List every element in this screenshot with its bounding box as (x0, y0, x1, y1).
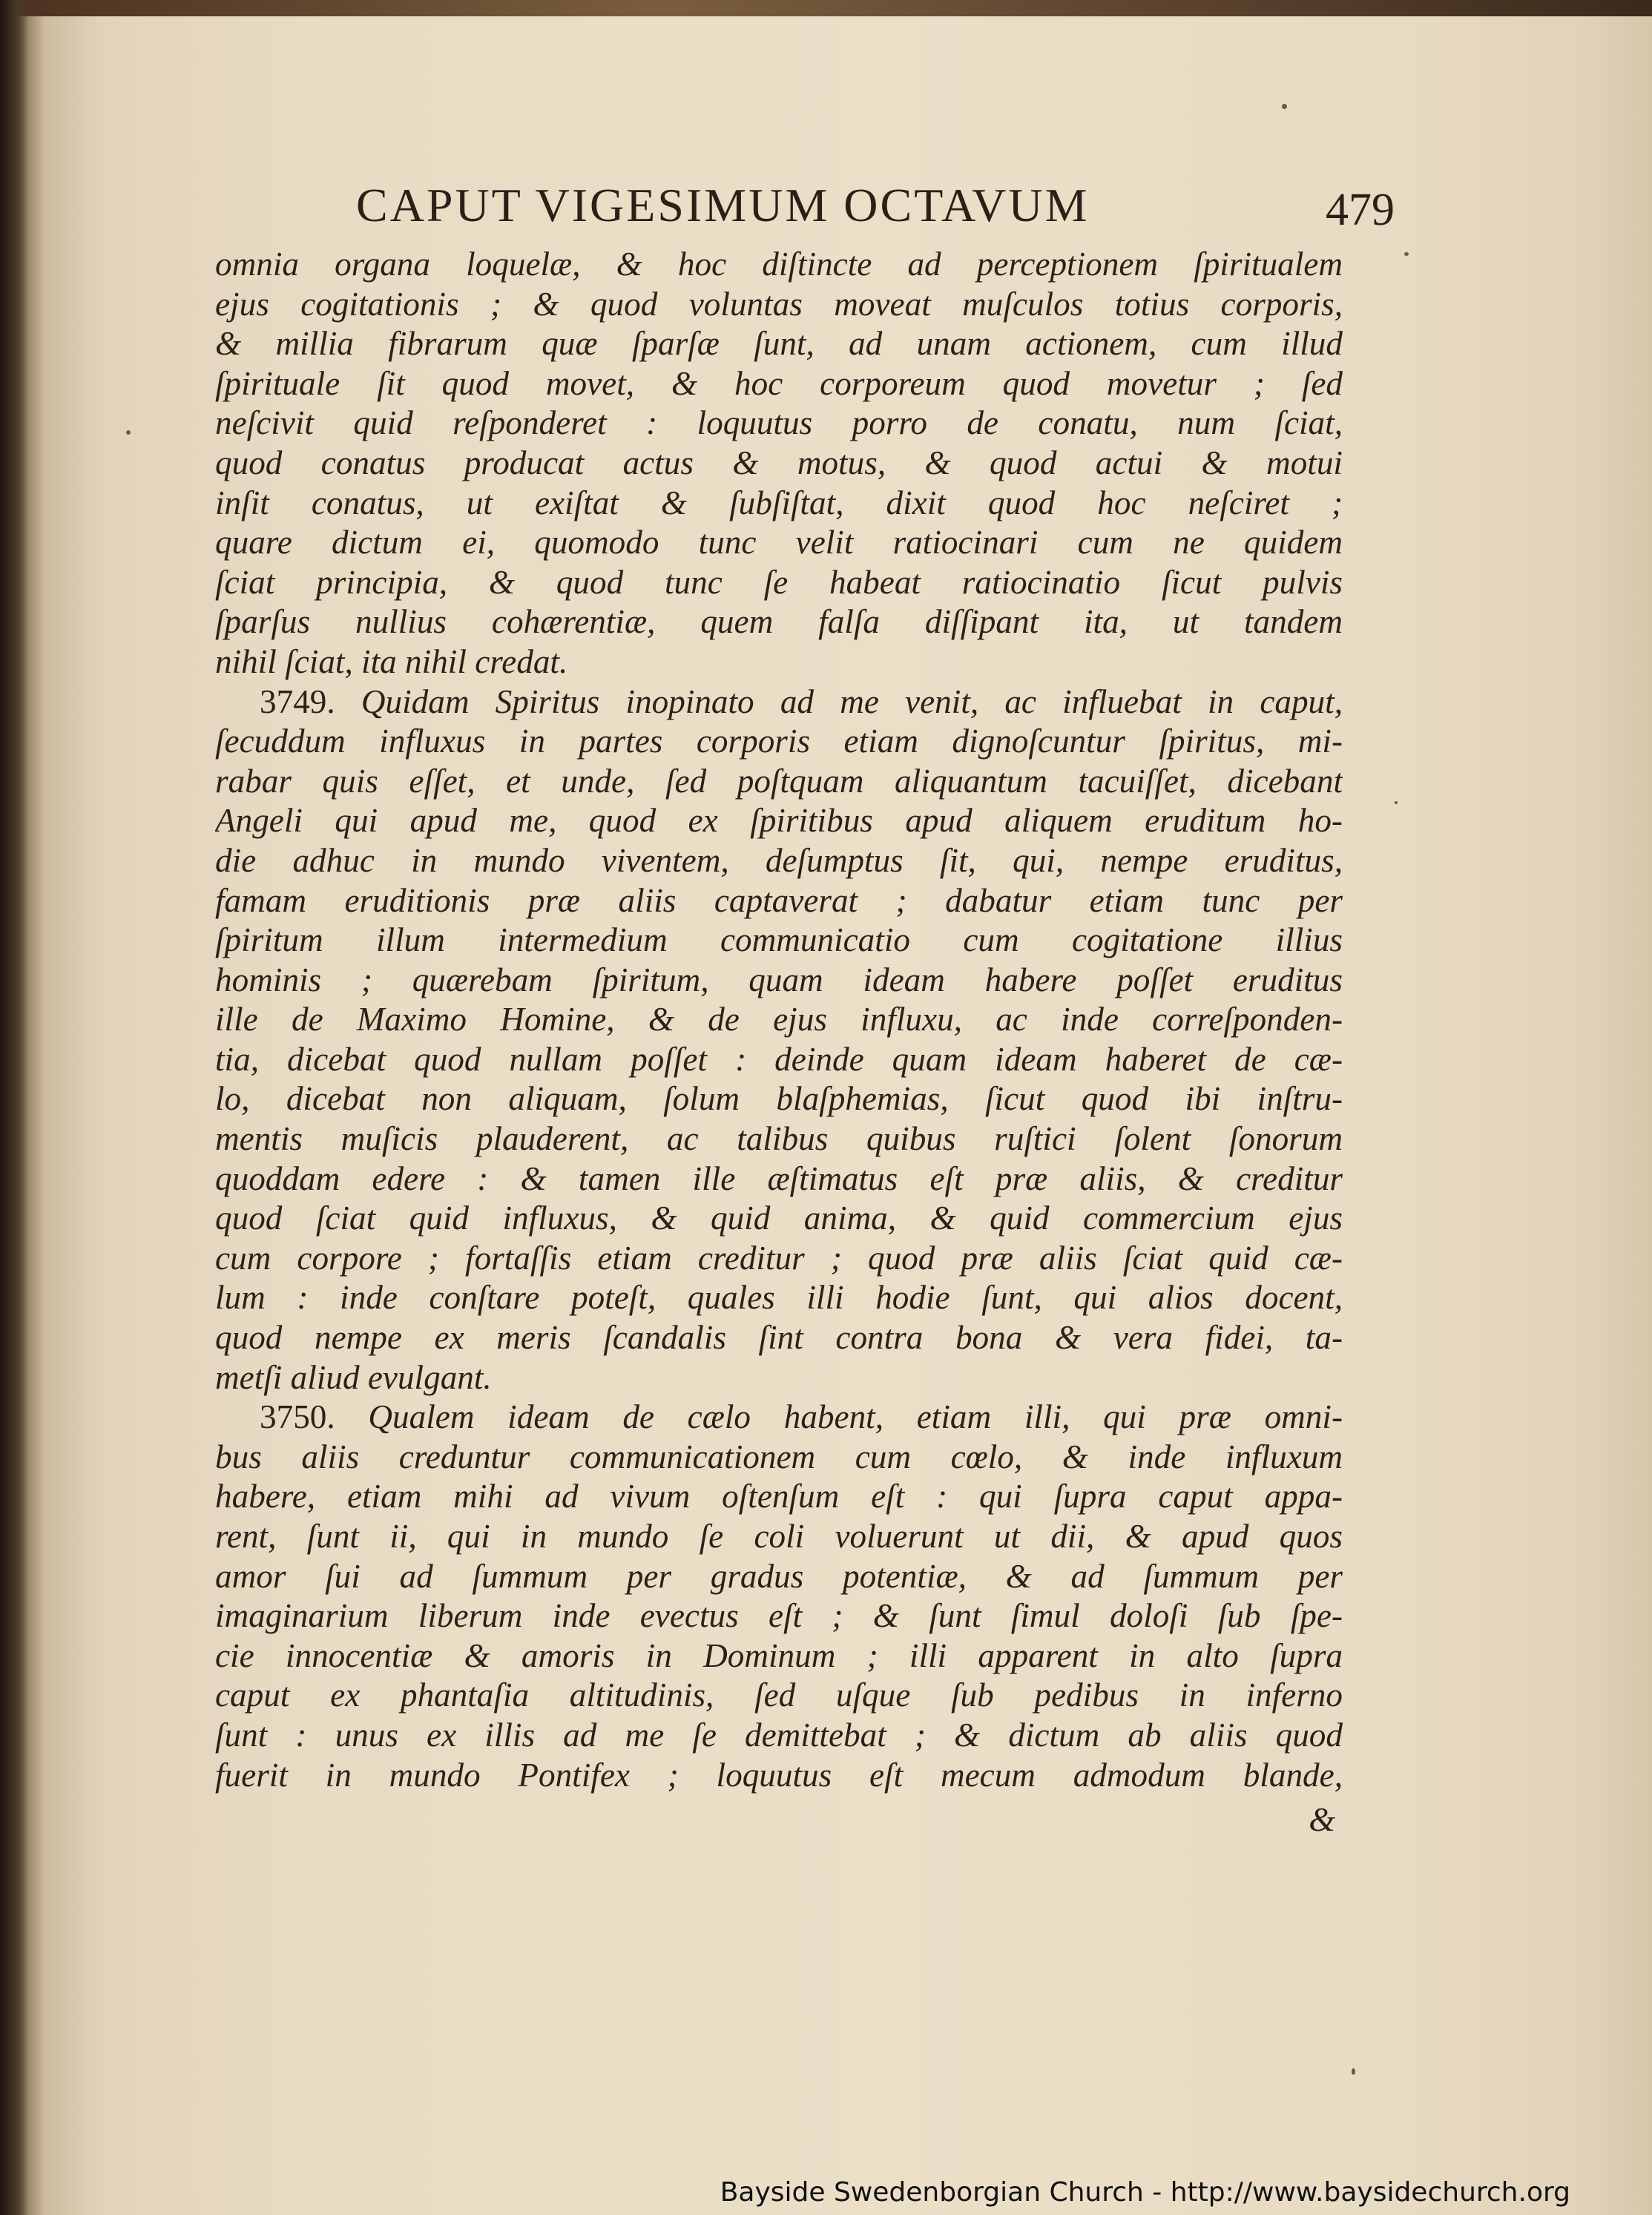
text-line (215, 1438, 1343, 1478)
line-text: quod ſciat quid influxus, & quid anima, & quid commercium ejus (215, 1199, 1343, 1237)
text-line (215, 1517, 1343, 1557)
line-text: omnia organa loquelæ, & hoc diſtincte ad perceptionem ſpiritualem (215, 246, 1343, 283)
line-text: quare dictum ei, quomodo tunc velit ratiocinari cum ne quidem (215, 524, 1343, 562)
text-line (215, 1199, 1343, 1239)
line-text: die adhuc in mundo viventem, deſumptus ſit, qui, nempe eruditus, (215, 841, 1343, 879)
text-line (215, 1318, 1343, 1358)
page-number: 479 (1326, 185, 1395, 235)
line-text: nihil ſciat, ita nihil credat. (215, 642, 568, 680)
line-text: imaginarium liberum inde evectus eſt ; & ſunt ſimul doloſi ſub ſpe- (215, 1597, 1343, 1635)
line-text: cie innocentiæ & amoris in Dominum ; illi apparent in alto ſupra (215, 1636, 1343, 1674)
line-text: hominis ; quærebam ſpiritum, quam ideam habere poſſet eruditus (215, 961, 1343, 998)
text-line (215, 364, 1343, 404)
text-line (215, 1239, 1343, 1279)
line-text: ſpirituale ſit quod movet, & hoc corporeum quod movetur ; ſed (215, 364, 1343, 402)
text-line (215, 1756, 1343, 1796)
line-text: Quidam Spiritus inopinato ad me venit, ac influebat in caput, (361, 682, 1343, 720)
line-text: ſpiritum illum intermedium communicatio cum cogitatione illius (215, 921, 1343, 959)
page-content (215, 178, 1395, 1839)
text-line (215, 722, 1343, 762)
text-line (215, 762, 1343, 802)
text-line (215, 1557, 1343, 1597)
paragraph-start-line (215, 682, 1343, 723)
text-line (215, 961, 1343, 1001)
text-line (215, 444, 1343, 484)
paragraph-number: 3750. (260, 1398, 335, 1436)
text-line (215, 563, 1343, 603)
line-text: amor ſui ad ſummum per gradus potentiæ, & ad ſummum per (215, 1557, 1343, 1595)
line-text: lum : inde conſtare poteſt, quales illi hodie ſunt, qui alios docent, (215, 1279, 1343, 1317)
running-title: CAPUT VIGESIMUM OCTAVUM (356, 179, 1090, 231)
watermark: Bayside Swedenborgian Church - http://www.baysidechurch.org (720, 2177, 1570, 2208)
text-line (215, 1596, 1343, 1636)
line-text: caput ex phantaſia altitudinis, ſed uſque ſub pedibus in inferno (215, 1676, 1343, 1714)
text-line (215, 1477, 1343, 1517)
body-text (215, 245, 1343, 1795)
text-line (215, 1119, 1343, 1159)
text-line (215, 881, 1343, 921)
line-text: quoddam edere : & tamen ille æſtimatus eſt præ aliis, & creditur (215, 1159, 1343, 1197)
text-line (215, 1358, 1343, 1398)
line-text: famam eruditionis præ aliis captaverat ; dabatur etiam tunc per (215, 881, 1343, 919)
paragraph-number: 3749. (260, 682, 335, 720)
text-line (215, 801, 1343, 841)
text-line (215, 1278, 1343, 1318)
text-line (215, 523, 1343, 563)
line-text: metſi aliud evulgant. (215, 1358, 492, 1396)
text-line (215, 1079, 1343, 1119)
line-text: ille de Maximo Homine, & de ejus influxu, ac inde correſponden- (215, 1001, 1343, 1039)
text-line (215, 1676, 1343, 1716)
line-text: Qualem ideam de cælo habent, etiam illi, qui præ omni- (368, 1398, 1343, 1436)
text-line (215, 404, 1343, 444)
paragraph-start-line (215, 1398, 1343, 1438)
line-text: rabar quis eſſet, et unde, ſed poſtquam aliquantum tacuiſſet, dicebant (215, 762, 1343, 800)
text-line (215, 324, 1343, 364)
book-edge (0, 0, 1652, 16)
text-line (215, 285, 1343, 325)
text-line (215, 1716, 1343, 1756)
line-text: ſparſus nullius cohærentiæ, quem falſa diſſipant ita, ut tandem (215, 603, 1343, 641)
line-text: fuerit in mundo Pontifex ; loquutus eſt mecum admodum blande, (215, 1756, 1343, 1794)
text-line (215, 1636, 1343, 1676)
page-header (215, 178, 1395, 245)
book-spine-shadow (0, 0, 28, 2215)
text-line (215, 841, 1343, 881)
line-text: habere, etiam mihi ad vivum oſtenſum eſt : qui ſupra caput appa- (215, 1478, 1343, 1515)
line-text: cum corpore ; fortaſſis etiam creditur ; quod præ aliis ſciat quid cæ- (215, 1239, 1343, 1277)
text-line (215, 921, 1343, 961)
line-text: rent, ſunt ii, qui in mundo ſe coli voluerunt ut dii, & apud quos (215, 1518, 1343, 1555)
text-line (215, 1000, 1343, 1040)
line-text: neſcivit quid reſponderet : loquutus porro de conatu, num ſciat, (215, 404, 1343, 442)
line-text: ſecuddum influxus in partes corporis etiam dignoſcuntur ſpiritus, mi- (215, 723, 1343, 760)
line-text: ſunt : unus ex illis ad me ſe demittebat ; & dictum ab aliis quod (215, 1716, 1343, 1754)
text-line (215, 1040, 1343, 1080)
line-text: bus aliis creduntur communicationem cum cœlo, & inde influxum (215, 1438, 1343, 1475)
line-text: quod nempe ex meris ſcandalis ſint contra bona & vera fidei, ta- (215, 1319, 1343, 1357)
line-text: tia, dicebat quod nullam poſſet : deinde quam ideam haberet de cæ- (215, 1040, 1343, 1078)
text-line (215, 642, 1343, 682)
text-line (215, 602, 1343, 642)
line-text: lo, dicebat non aliquam, ſolum blaſphemias, ſicut quod ibi inſtru- (215, 1080, 1343, 1118)
text-line (215, 1159, 1343, 1199)
line-text: Angeli qui apud me, quod ex ſpiritibus apud aliquem eruditum ho- (215, 802, 1343, 840)
line-text: mentis muſicis plauderent, ac talibus quibus ruſtici ſolent ſonorum (215, 1120, 1343, 1158)
line-text: inſit conatus, ut exiſtat & ſubſiſtat, dixit quod hoc neſciret ; (215, 484, 1343, 521)
text-line (215, 245, 1343, 285)
catchword: & (1309, 1800, 1335, 1839)
line-text: ejus cogitationis ; & quod voluntas moveat muſculos totius corporis, (215, 285, 1343, 323)
line-text: ſciat principia, & quod tunc ſe habeat ratiocinatio ſicut pulvis (215, 563, 1343, 601)
line-text: & millia fibrarum quæ ſparſæ ſunt, ad unam actionem, cum illud (215, 325, 1343, 363)
text-line (215, 484, 1343, 524)
line-text: quod conatus producat actus & motus, & quod actui & motui (215, 444, 1343, 481)
